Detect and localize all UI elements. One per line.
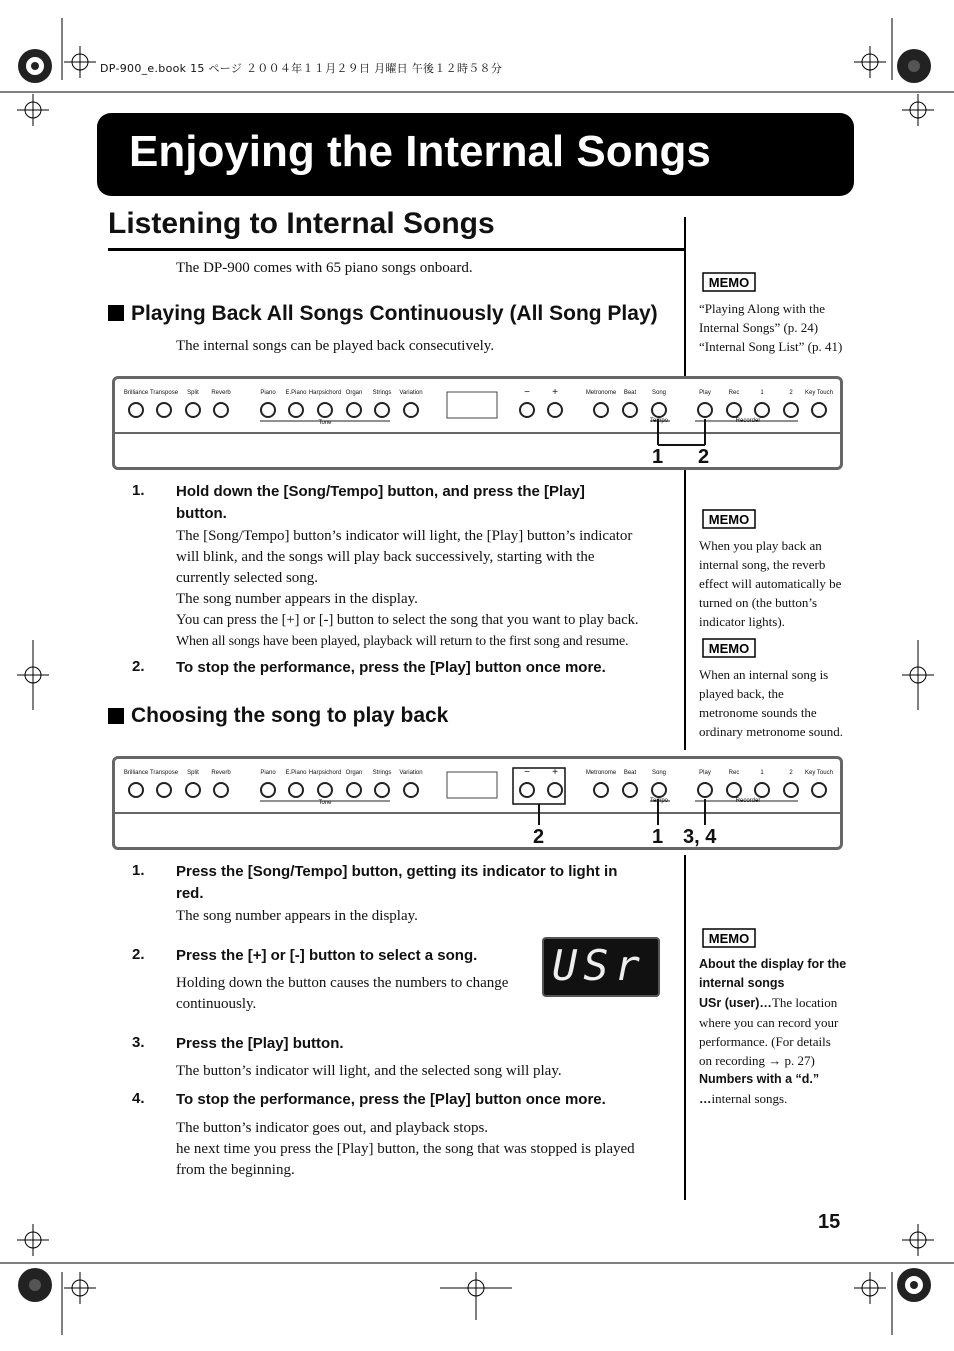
plus-label: +	[552, 767, 558, 778]
memo-icon	[701, 508, 757, 530]
chapter-title: Enjoying the Internal Songs	[129, 127, 711, 176]
panel-button-icon	[214, 783, 228, 797]
panel-button-icon	[520, 403, 534, 417]
panel-button-icon	[652, 403, 666, 417]
minus-label: −	[524, 767, 530, 778]
minus-label: −	[524, 387, 530, 398]
section-title: Listening to Internal Songs	[108, 207, 495, 240]
panel-button-icon	[652, 783, 666, 797]
panel-button-icon	[520, 783, 534, 797]
panel-button-icon	[186, 403, 200, 417]
knob-label: Organ	[345, 770, 363, 776]
recorder-label: Recorder	[735, 418, 761, 424]
panel-button-icon	[157, 783, 171, 797]
panel-button-icon	[594, 403, 608, 417]
knob-label: 1	[760, 770, 764, 776]
knob-label: 2	[789, 390, 793, 396]
panel-button-icon	[594, 783, 608, 797]
memo-term: USr (user)…	[699, 996, 772, 1010]
panel-button-icon	[347, 403, 361, 417]
step-number: 2.	[132, 946, 145, 963]
knob-label: Harpsichord	[308, 390, 342, 396]
chapter-title-bar	[97, 113, 854, 196]
memo-icon	[701, 271, 757, 293]
step-title: button.	[176, 505, 227, 522]
callout-number: 1	[652, 826, 664, 848]
step-body-line: The song number appears in the display.	[176, 908, 418, 924]
memo-line: ordinary metronome sound.	[699, 724, 844, 739]
callout-number: 1	[652, 446, 664, 468]
panel-button-icon	[289, 403, 303, 417]
control-panel-diagram	[112, 376, 843, 470]
callout-number: 3, 4	[683, 826, 717, 848]
knob-label: Split	[187, 770, 199, 776]
memo-line: on recording → p. 27)	[699, 1053, 815, 1068]
knob-label: Strings	[372, 770, 392, 776]
knob-label: Beat	[623, 390, 637, 396]
knob-label: Strings	[372, 390, 392, 396]
knob-label: Metronome	[585, 390, 617, 396]
step-body-line: You can press the [+] or [-] button to select the song that you want to play back.	[176, 612, 639, 628]
step-number: 1.	[132, 862, 145, 879]
recorder-label: Recorder	[735, 798, 761, 804]
knob-label: Rec	[728, 390, 740, 396]
panel-button-icon	[784, 403, 798, 417]
step-title: Hold down the [Song/Tempo] button, and press the [Play]	[176, 483, 585, 500]
panel-button-icon	[727, 783, 741, 797]
panel-button-icon	[623, 403, 637, 417]
memo-line: “Internal Song List” (p. 41)	[699, 339, 843, 354]
memo-line: where you can record your	[699, 1015, 839, 1030]
step-title: red.	[176, 885, 204, 902]
step-body-line: Holding down the button causes the numbers to change	[176, 975, 509, 991]
memo-line: metronome sounds the	[699, 705, 817, 720]
step-body-line: The button’s indicator goes out, and playback stops.	[176, 1120, 489, 1136]
memo-line: When an internal song is	[699, 667, 829, 682]
knob-label: Piano	[260, 770, 276, 776]
step-title: Press the [Song/Tempo] button, getting its indicator to light in	[176, 863, 618, 880]
panel-button-icon	[404, 783, 418, 797]
tone-group-label: Tone	[318, 420, 332, 426]
panel-button-icon	[129, 403, 143, 417]
memo-heading: internal songs	[699, 976, 785, 990]
panel-button-icon	[261, 783, 275, 797]
knob-label: E.Piano	[285, 390, 307, 396]
knob-label: Song	[651, 390, 666, 396]
step-body-line: When all songs have been played, playback will return to the first song and resume.	[176, 634, 629, 649]
svg-text:MEMO: MEMO	[708, 512, 750, 527]
memo-line: performance. (For details	[699, 1034, 831, 1049]
memo-term: Numbers with a “d.”	[699, 1072, 820, 1086]
led-display	[542, 937, 660, 997]
knob-label: Song	[651, 770, 666, 776]
memo-line: indicator lights).	[699, 614, 785, 629]
memo-heading: About the display for the	[699, 957, 847, 971]
panel-button-icon	[404, 403, 418, 417]
step-body-line: currently selected song.	[176, 570, 319, 586]
tone-group-label: Tone	[318, 800, 332, 806]
knob-label: Key Touch	[805, 390, 833, 396]
svg-text:MEMO: MEMO	[708, 275, 750, 290]
step-number: 4.	[132, 1090, 145, 1107]
panel-button-icon	[347, 783, 361, 797]
memo-term: …	[699, 1092, 712, 1106]
panel-button-icon	[698, 403, 712, 417]
knob-label: Variation	[399, 390, 423, 396]
panel-button-icon	[812, 403, 826, 417]
memo-line: Internal Songs” (p. 24)	[699, 320, 819, 335]
step-title: Press the [+] or [-] button to select a song.	[176, 947, 478, 964]
panel-button-icon	[318, 783, 332, 797]
memo-line: internal song, the reverb	[699, 557, 826, 572]
knob-label: Variation	[399, 770, 423, 776]
panel-button-icon	[375, 403, 389, 417]
memo-line: effect will automatically be	[699, 576, 842, 591]
intro-text: The DP-900 comes with 65 piano songs onboard.	[176, 260, 473, 276]
panel-button-icon	[318, 403, 332, 417]
knob-label: Metronome	[585, 770, 617, 776]
subsection-title: Playing Back All Songs Continuously (All Song Play)	[131, 302, 658, 325]
knob-label: Transpose	[149, 390, 179, 396]
callout-number: 2	[533, 826, 545, 848]
step-body-line: continuously.	[176, 996, 257, 1012]
panel-button-icon	[784, 783, 798, 797]
panel-button-icon	[548, 783, 562, 797]
knob-label: Organ	[345, 390, 363, 396]
memo-line: internal songs.	[711, 1091, 788, 1106]
step-body-line: he next time you press the [Play] button, the song that was stopped is played	[176, 1141, 635, 1157]
knob-label: Key Touch	[805, 770, 833, 776]
svg-text:MEMO: MEMO	[708, 931, 750, 946]
panel-button-icon	[727, 403, 741, 417]
panel-button-icon	[375, 783, 389, 797]
panel-button-icon	[755, 783, 769, 797]
display-text: USr	[552, 941, 646, 990]
step-number: 2.	[132, 658, 145, 675]
step-number: 3.	[132, 1034, 145, 1051]
panel-button-icon	[548, 403, 562, 417]
knob-label: Rec	[728, 770, 740, 776]
knob-label: 2	[789, 770, 793, 776]
column-divider-bottom	[684, 855, 686, 1200]
panel-button-icon	[623, 783, 637, 797]
callout-number: 2	[698, 446, 710, 468]
knob-label: Play	[699, 770, 711, 776]
svg-text:MEMO: MEMO	[708, 641, 750, 656]
tempo-label: Tempo	[649, 798, 668, 804]
knob-label: Transpose	[149, 770, 179, 776]
panel-button-icon	[698, 783, 712, 797]
file-header-line: DP-900_e.book 15 ページ ２００４年１１月２９日 月曜日 午後１２時５８分	[100, 62, 503, 75]
step-body-line: from the beginning.	[176, 1162, 295, 1178]
plus-label: +	[552, 387, 558, 398]
knob-label: Split	[187, 390, 199, 396]
memo-line: played back, the	[699, 686, 784, 701]
step-body-line: will blink, and the songs will play back successively, starting with the	[176, 549, 595, 565]
memo-icon	[701, 637, 757, 659]
knob-label: Harpsichord	[308, 770, 342, 776]
knob-label: Reverb	[211, 390, 231, 396]
panel-button-icon	[755, 403, 769, 417]
knob-label: Reverb	[211, 770, 231, 776]
section-rule	[108, 248, 686, 251]
knob-label: Brilliance	[123, 770, 149, 776]
memo-line: When you play back an	[699, 538, 822, 553]
step-title: Press the [Play] button.	[176, 1035, 344, 1052]
memo-line: “Playing Along with the	[699, 301, 826, 316]
panel-button-icon	[214, 403, 228, 417]
panel-button-icon	[812, 783, 826, 797]
page-number: 15	[818, 1211, 841, 1233]
step-body-line: The button’s indicator will light, and the selected song will play.	[176, 1063, 562, 1079]
step-title: To stop the performance, press the [Play] button once more.	[176, 1091, 606, 1108]
panel-button-icon	[186, 783, 200, 797]
step-body-line: The [Song/Tempo] button’s indicator will light, the [Play] button’s indicator	[176, 528, 633, 544]
knob-label: E.Piano	[285, 770, 307, 776]
knob-label: Brilliance	[123, 390, 149, 396]
knob-label: Piano	[260, 390, 276, 396]
panel-button-icon	[157, 403, 171, 417]
step-title: To stop the performance, press the [Play] button once more.	[176, 659, 606, 676]
panel-button-icon	[261, 403, 275, 417]
memo-line: The location	[771, 995, 838, 1010]
square-bullet-icon	[108, 708, 124, 724]
subsection-title: Choosing the song to play back	[131, 704, 449, 727]
memo-line: turned on (the button’s	[699, 595, 818, 610]
tempo-label: Tempo	[649, 418, 668, 424]
step-number: 1.	[132, 482, 145, 499]
column-divider-top	[684, 217, 686, 750]
panel-button-icon	[289, 783, 303, 797]
control-panel-diagram	[112, 756, 843, 850]
memo-icon	[701, 927, 757, 949]
knob-label: Beat	[623, 770, 637, 776]
step-body-line: The song number appears in the display.	[176, 591, 418, 607]
square-bullet-icon	[108, 305, 124, 321]
knob-label: 1	[760, 390, 764, 396]
panel-button-icon	[129, 783, 143, 797]
subsection-intro: The internal songs can be played back consecutively.	[176, 338, 495, 354]
knob-label: Play	[699, 390, 711, 396]
